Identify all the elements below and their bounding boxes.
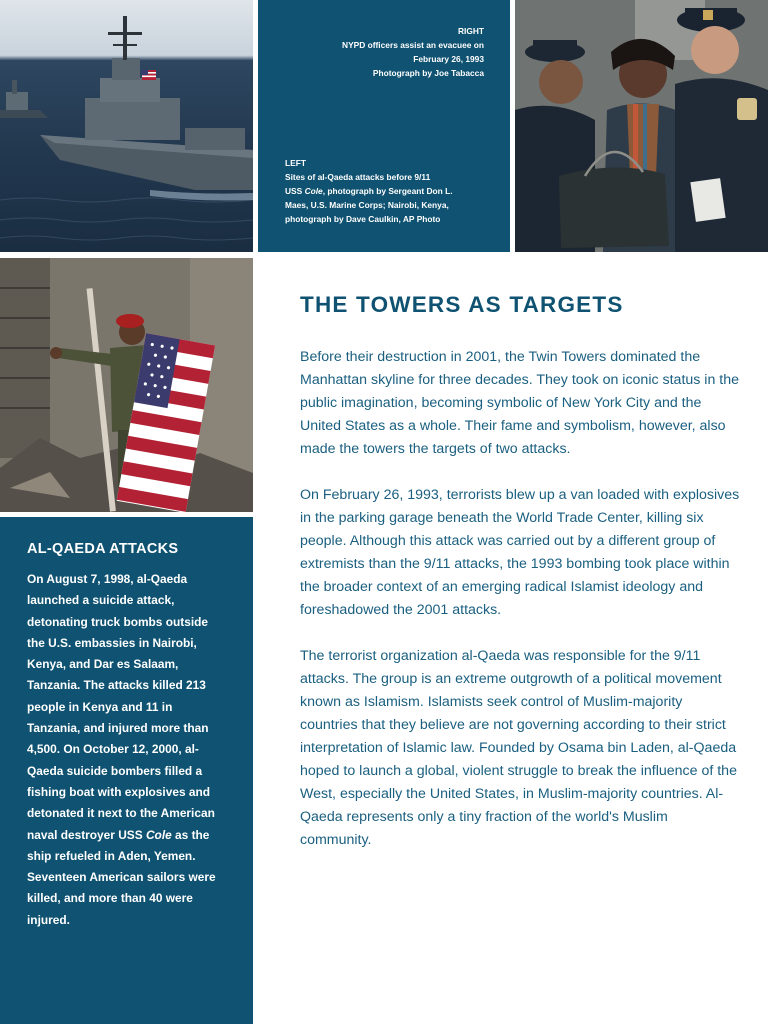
caption-right-credit: Photograph by Joe Tabacca — [372, 68, 484, 78]
caption-left-text: USS — [285, 186, 305, 196]
caption-right-heading: RIGHT — [457, 26, 484, 36]
caption-left — [285, 156, 485, 226]
article-paragraph: The terrorist organization al-Qaeda was responsible for the 9/11 attacks. The group is an extreme outgrowth of a political movement known as Islamism. Islamists seek control of Muslim-majority countries that they believe are not governing according to their strict interpretation of Islamic law. Founded by Osama bin Laden, al-Qaeda hoped to launch a global, violent struggle to break the influence of the West, especially the United States, in Muslim-majority countries. Al-Qaeda represents only a tiny fraction of the world's Muslim community. — [300, 648, 737, 848]
article-paragraph: On February 26, 1993, terrorists blew up a van loaded with explosives in the parking garage beneath the World Trade Center, killing six people. Although this attack was carried out by a different group of extremists than the 9/11 attacks, the 1993 bombing took place within the broader context of an emerging radical Islamist ideology and foreshadowed the 2001 attacks. — [300, 487, 740, 618]
caption-left-credit: photograph by Dave Caulkin, AP Photo — [285, 214, 441, 224]
al-qaeda-attacks-sidebar — [0, 517, 253, 1024]
sidebar-body — [27, 569, 227, 931]
photo-caption-block — [258, 0, 510, 252]
nypd-evacuee-photo — [515, 0, 768, 252]
sidebar-ship-name: Cole — [145, 827, 172, 842]
caption-left-line: Sites of al-Qaeda attacks before 9/11 — [285, 172, 431, 182]
sidebar-title: AL-QAEDA ATTACKS — [27, 541, 179, 557]
soldier-flag-illustration — [0, 258, 253, 512]
sidebar-text: as the ship refueled in Aden, Yemen. Seventeen American sailors were killed, and more than 40 were injured. — [27, 827, 216, 927]
warship-illustration — [0, 0, 253, 252]
sidebar-text: On August 7, 1998, al-Qaeda launched a suicide attack, detonating truck bombs outside the U.S. embassies in Nairobi, Kenya, and Dar es Salaam, Tanzania. The attacks killed 213 people in Kenya and 11 in Tanzania, and injured more than 4,500. On October 12, 2000, al-Qaeda suicide bombers filled a fishing boat with explosives and detonated it next to the American naval destroyer USS — [27, 572, 215, 842]
caption-right — [294, 24, 484, 80]
caption-right-line: February 26, 1993 — [413, 54, 484, 64]
article-paragraph: Before their destruction in 2001, the Twin Towers dominated the Manhattan skyline for three decades. They took on iconic status in the public imagination, becoming symbolic of New York City and the United States as a whole. Their fame and symbolism, however, also made the towers the targets of two attacks. — [300, 349, 740, 457]
caption-left-text: , photograph by Sergeant Don L. — [322, 186, 453, 196]
caption-right-line: NYPD officers assist an evacuee on — [342, 40, 484, 50]
caption-left-ship-name: Cole — [304, 186, 323, 196]
nairobi-flag-photo — [0, 258, 253, 512]
caption-left-line — [285, 184, 485, 198]
article-title: THE TOWERS AS TARGETS — [300, 292, 624, 317]
main-article — [300, 292, 740, 852]
caption-left-line: Maes, U.S. Marine Corps; Nairobi, Kenya, — [285, 200, 449, 210]
nypd-officers-illustration — [515, 0, 768, 252]
uss-cole-photo — [0, 0, 253, 252]
caption-left-heading: LEFT — [285, 158, 306, 168]
